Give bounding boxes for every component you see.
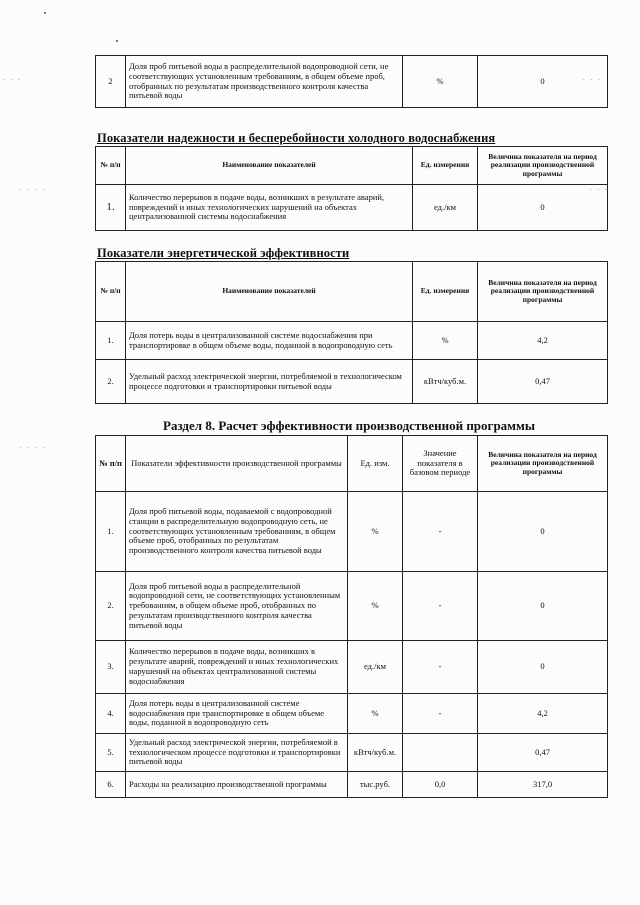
table-row [96,734,608,772]
row-number: 6. [96,772,126,798]
scan-noise: . . . [590,184,609,192]
scan-noise: . . . [583,74,602,82]
row-number: 1. [96,322,126,360]
table-row [96,322,608,360]
value-cell: 0,47 [478,734,608,772]
header-name: Наименование показателей [126,147,413,185]
header-unit: Ед. изм. [348,436,403,492]
unit-cell: % [348,694,403,734]
header-num: № п/п [96,262,126,322]
scan-speck [116,40,118,42]
value-cell: 0 [478,185,608,231]
indicator-name: Количество перерывов в подаче воды, возникших в результате аварий, повреждений и иных технологических нарушений на объектах централизованной системы водоснабжения [126,185,413,231]
top-table [95,55,608,108]
energy-table [95,261,608,404]
row-number: 4. [96,694,126,734]
row-number: 1. [96,492,126,572]
header-num: № п/п [96,436,126,492]
value-cell: 0 [478,492,608,572]
table-row [96,772,608,798]
table-row [96,572,608,641]
header-unit: Ед. измерения [413,262,478,322]
unit-cell: % [403,56,478,108]
header-num: № п/п [96,147,126,185]
base-cell [403,734,478,772]
scan-noise: . . . [3,74,22,82]
energy-heading: Показатели энергетической эффективности [97,246,350,260]
table-row [96,492,608,572]
value-cell: 0 [478,572,608,641]
value-cell: 0 [478,56,608,108]
row-number: 1. [96,185,126,231]
value-cell: 0,47 [478,360,608,404]
table-row [96,185,608,231]
header-unit: Ед. измерения [413,147,478,185]
unit-cell: % [348,572,403,641]
unit-cell: кВтч/куб.м. [413,360,478,404]
value-cell: 317,0 [478,772,608,798]
unit-cell: кВтч/куб.м. [348,734,403,772]
indicator-name: Доля проб питьевой воды в распределительной водопроводной сети, не соответствующих установленным требованиям, в общем объеме проб, отобранных по результатам производственного контроля качества питьевой воды [126,572,348,641]
row-number: 2. [96,360,126,404]
section8-heading: Раздел 8. Расчет эффективности производственной программы [163,418,536,433]
unit-cell: тыс.руб. [348,772,403,798]
header-value: Величина показателя на период реализации производственной программы [478,436,608,492]
indicator-name: Доля проб питьевой воды в распределительной водопроводной сети, не соответствующих установленным требованиям, в общем объеме проб, отобранных по результатам производственного контроля качества питьевой воды [126,56,403,108]
row-number: 2 [96,56,126,108]
table-row [96,641,608,694]
base-cell: - [403,492,478,572]
scan-noise: . . . . [20,184,47,192]
row-number: 2. [96,572,126,641]
indicator-name: Доля потерь воды в централизованной системе водоснабжения при транспортировке в общем объеме воды, поданной в водопроводную сеть [126,694,348,734]
value-cell: 4,2 [478,322,608,360]
reliability-heading: Показатели надежности и бесперебойности холодного водоснабжения [97,131,496,145]
header-value: Величина показателя на период реализации производственной программы [478,262,608,322]
scan-noise: . . . . [20,442,47,450]
unit-cell: % [413,322,478,360]
header-name: Показатели эффективности производственной программы [126,436,348,492]
row-number: 3. [96,641,126,694]
row-number: 5. [96,734,126,772]
value-cell: 4,2 [478,694,608,734]
indicator-name: Количество перерывов в подаче воды, возникших в результате аварий, повреждений и иных технологических нарушений на объектах централизованной системы водоснабжения [126,641,348,694]
table-row [96,56,608,108]
base-cell: - [403,641,478,694]
header-value: Величина показателя на период реализации производственной программы [478,147,608,185]
base-cell: 0,0 [403,772,478,798]
table-row [96,360,608,404]
indicator-name: Удельный расход электрической энергии, потребляемой в технологическом процессе подготовки и транспортировки питьевой воды [126,734,348,772]
base-cell: - [403,572,478,641]
table-header-row [96,147,608,185]
unit-cell: ед./км [348,641,403,694]
table-header-row [96,262,608,322]
reliability-table [95,146,608,231]
table-header-row [96,436,608,492]
section8-table [95,435,608,798]
table-row [96,694,608,734]
base-cell: - [403,694,478,734]
value-cell: 0 [478,641,608,694]
indicator-name: Расходы на реализацию производственной программы [126,772,348,798]
unit-cell: % [348,492,403,572]
indicator-name: Удельный расход электрической энергии, потребляемой в технологическом процессе подготовки и транспортировки питьевой воды [126,360,413,404]
indicator-name: Доля потерь воды в централизованной системе водоснабжения при транспортировке в общем объеме воды, поданной в водопроводную сеть [126,322,413,360]
scan-speck [44,12,46,14]
header-name: Наименование показателей [126,262,413,322]
indicator-name: Доля проб питьевой воды, подаваемой с водопроводной станции в распределительную водопроводную сеть, не соответствующих установленным требованиям, в общем объеме проб, отобранных по результатам производственного контроля качества питьевой воды [126,492,348,572]
header-base: Значение показателя в базовом периоде [403,436,478,492]
unit-cell: ед./км [413,185,478,231]
